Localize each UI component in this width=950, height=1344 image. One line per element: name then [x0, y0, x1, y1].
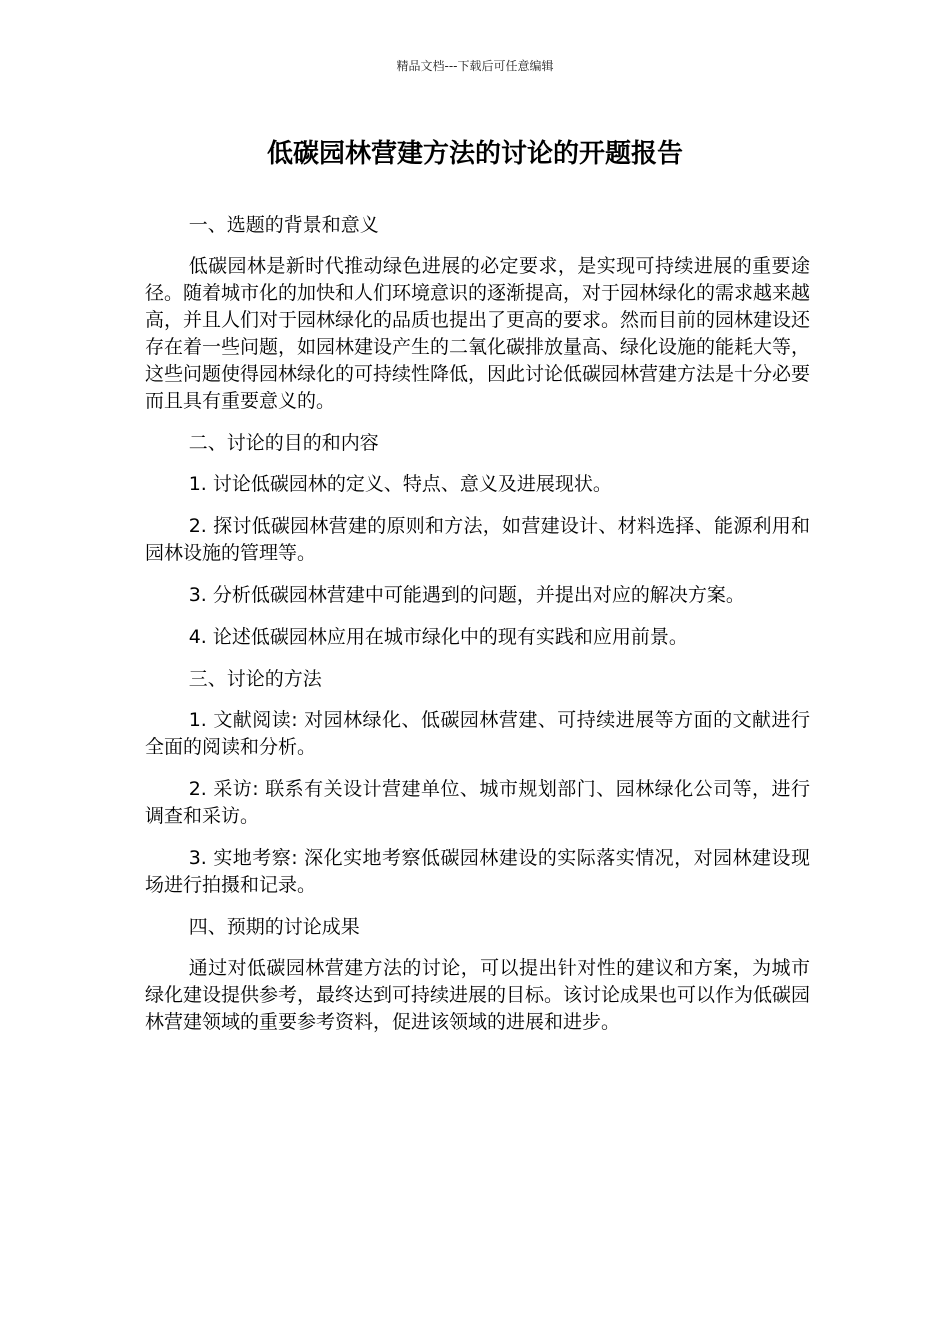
document-title: 低碳园林营建方法的讨论的开题报告: [266, 139, 683, 169]
section-heading-methods: 三、讨论的方法: [188, 668, 322, 690]
method-item-2: 2. 采访: 联系有关设计营建单位、城市规划部门、园林绿化公司等，进行调查和采访。: [145, 778, 810, 827]
paragraph-background: 低碳园林是新时代推动绿色进展的必定要求，是实现可持续进展的重要途径。随着城市化的加快和人们环境意识的逐渐提高，对于园林绿化的需求越来越高，并且人们对于园林绿化的品质也提出了更高的要求。然而目前的园林建设还存在着一些问题，如园林建设产生的二氧化碳排放量高、绿化设施的能耗大等，这些问题使得园林绿化的可持续性降低，因此讨论低碳园林营建方法是十分必要而且具有重要意义的。: [145, 255, 811, 412]
document-body: [145, 212, 810, 1051]
goal-item-1: 1. 讨论低碳园林的定义、特点、意义及进展现状。: [188, 473, 612, 495]
goal-item-4: 4. 论述低碳园林应用在城市绿化中的现有实践和应用前景。: [188, 626, 688, 648]
method-item-3: 3. 实地考察: 深化实地考察低碳园林建设的实际落实情况，对园林建设现场进行拍摄和记录。: [145, 847, 810, 896]
goal-item-2: 2. 探讨低碳园林营建的原则和方法，如营建设计、材料选择、能源利用和园林设施的管理等。: [145, 515, 810, 564]
goal-item-3: 3. 分析低碳园林营建中可能遇到的问题，并提出对应的解决方案。: [188, 584, 745, 606]
header-note: 精品文档---下载后可任意编辑: [396, 59, 554, 73]
paragraph-outcomes: 通过对低碳园林营建方法的讨论，可以提出针对性的建议和方案，为城市绿化建设提供参考，最终达到可持续进展的目标。该讨论成果也可以作为低碳园林营建领域的重要参考资料，促进该领域的进展和进步。: [145, 957, 811, 1033]
section-heading-background: 一、选题的背景和意义: [188, 214, 379, 236]
section-heading-outcomes: 四、预期的讨论成果: [188, 916, 360, 938]
section-heading-goals: 二、讨论的目的和内容: [188, 432, 379, 454]
method-item-1: 1. 文献阅读: 对园林绿化、低碳园林营建、可持续进展等方面的文献进行全面的阅读和分析。: [145, 709, 810, 758]
